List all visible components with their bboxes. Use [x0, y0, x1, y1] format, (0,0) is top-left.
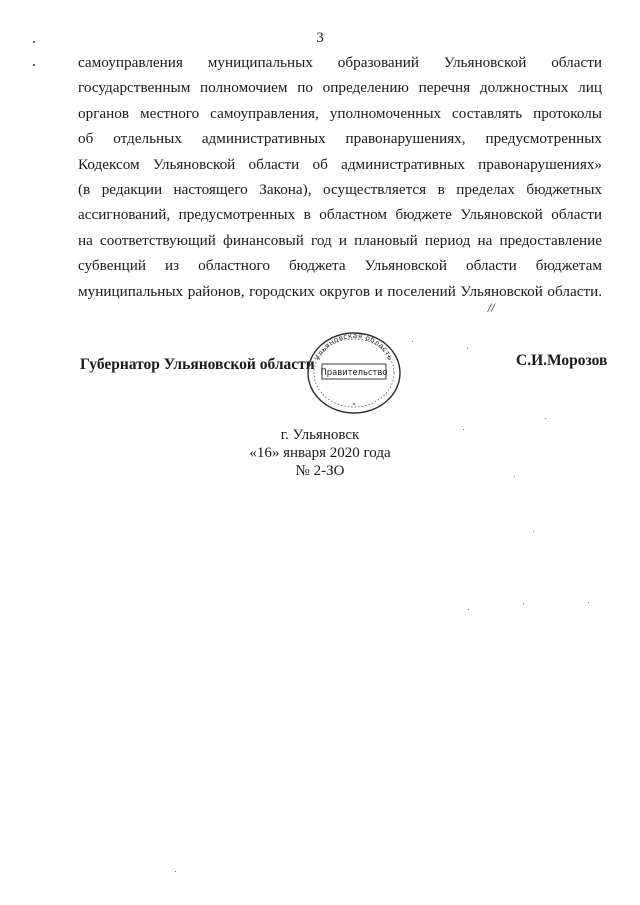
scan-speck [545, 418, 546, 419]
signature-title: Губернатор Ульяновской области [80, 356, 315, 373]
scan-speck [412, 341, 413, 342]
body-line: Кодексом Ульяновской области об административных правонарушениях» [78, 155, 602, 173]
margin-mark [33, 41, 35, 43]
scan-speck [514, 476, 515, 477]
body-line: органов местного самоуправления, уполномоченных составлять протоколы [78, 104, 602, 122]
scan-speck [175, 871, 176, 872]
stamp-center-text: Правительство [320, 367, 388, 377]
body-paragraph [78, 50, 602, 304]
body-line: муниципальных районов, городских округов и поселений Ульяновской области. [78, 282, 602, 300]
body-line: субвенций из областного бюджета Ульяновской области бюджетам [78, 257, 602, 275]
body-line: об отдельных административных правонарушениях, предусмотренных [78, 130, 602, 148]
official-stamp [301, 328, 407, 418]
body-line: (в редакции настоящего Закона), осуществляется в пределах бюджетных [78, 181, 602, 199]
footer-city: г. Ульяновск [280, 427, 360, 443]
body-line: государственным полномочием по определению перечня должностных лиц [78, 79, 602, 97]
scan-speck [523, 603, 524, 604]
scan-speck [467, 348, 468, 349]
scan-speck [588, 602, 589, 603]
footer-date: «16» января 2020 года [249, 445, 391, 461]
svg-text:*: * [352, 402, 356, 409]
document-footer [0, 426, 640, 480]
body-line: ассигнований, предусмотренных в областном бюджете Ульяновской области [78, 206, 602, 224]
footer-number: № 2-ЗО [295, 463, 345, 479]
scan-speck [468, 609, 469, 610]
stamp-ring-text: Ульяновская область [312, 331, 396, 362]
signature-name: С.И.Морозов [516, 352, 608, 369]
scan-speck [533, 531, 534, 532]
svg-text:Ульяновская область [313, 331, 396, 362]
margin-mark [33, 64, 35, 66]
handwritten-mark: // [488, 303, 495, 314]
page-number: 3 [316, 30, 324, 46]
scan-speck [463, 429, 464, 430]
body-line: самоуправления муниципальных образований Ульяновской области [78, 54, 602, 71]
body-line: на соответствующий финансовый год и плановый период на предоставление [78, 231, 602, 249]
